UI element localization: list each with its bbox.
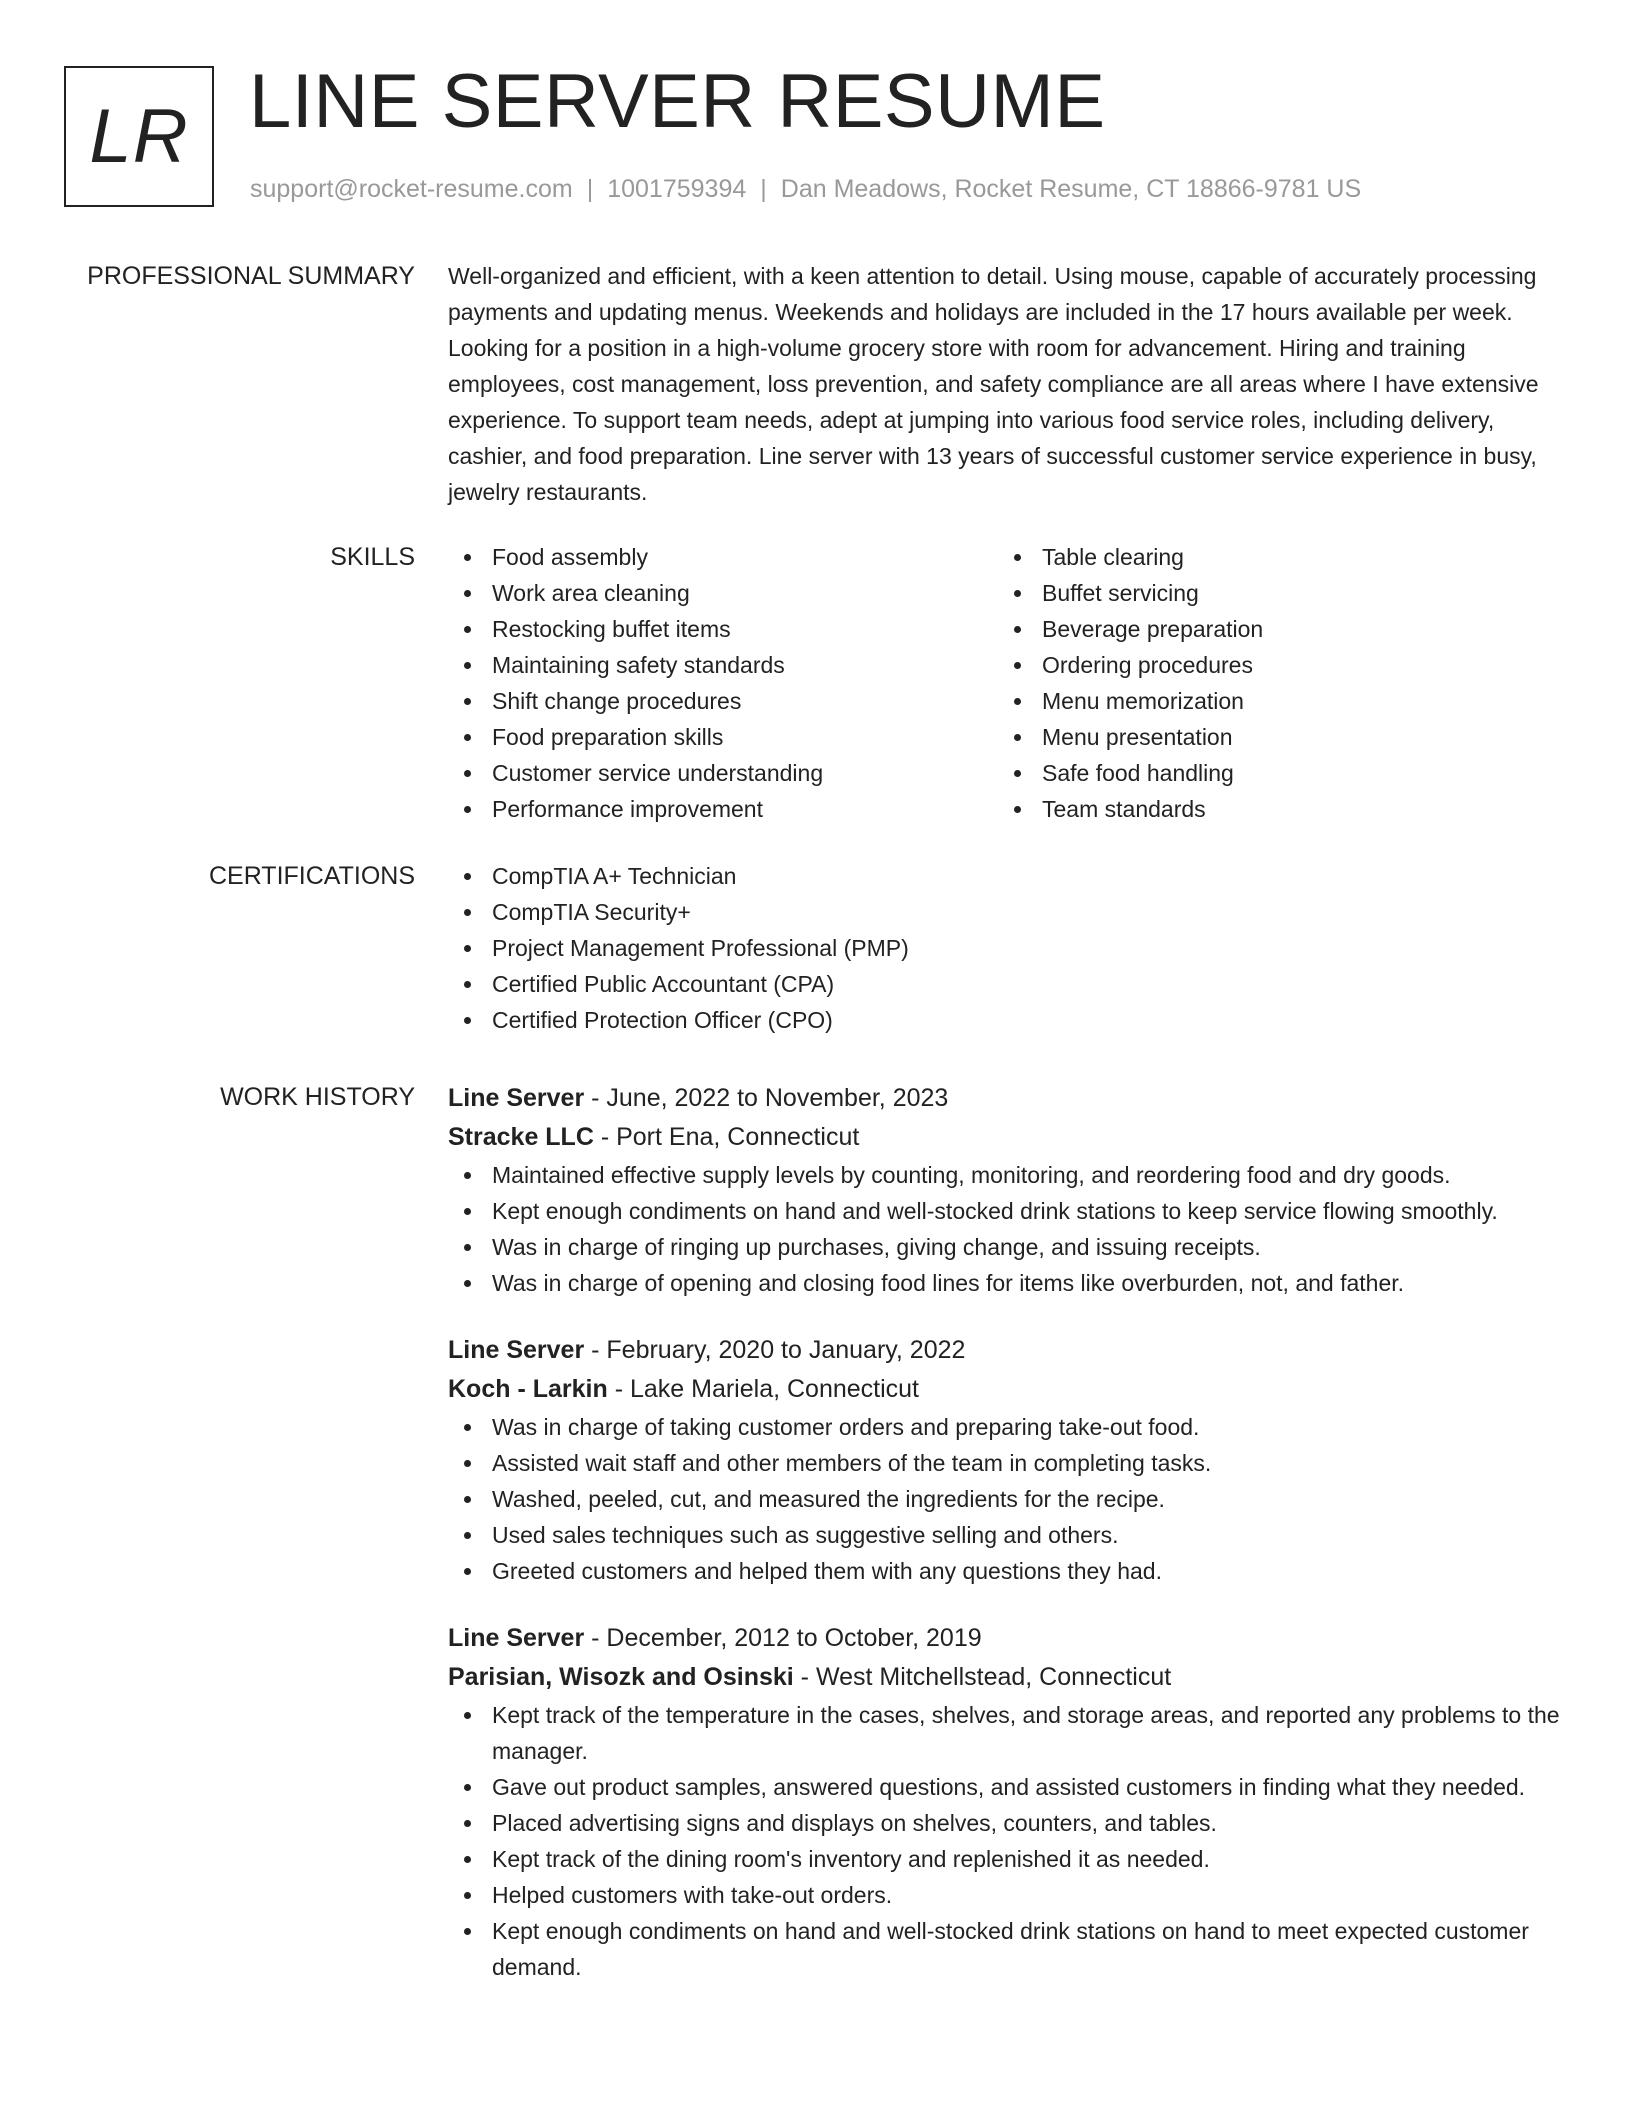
- contact-line: [250, 175, 1361, 204]
- email: support@rocket-resume.com: [250, 175, 573, 203]
- skill-item: Performance improvement: [448, 791, 998, 827]
- job-duty-item: Greeted customers and helped them with any questions they had.: [448, 1553, 1568, 1589]
- job-title-line: [448, 1079, 1568, 1118]
- skill-item: Menu memorization: [998, 683, 1548, 719]
- skill-item: Buffet servicing: [998, 575, 1548, 611]
- job-duty-item: Kept enough condiments on hand and well-stocked drink stations on hand to meet expected customer demand.: [448, 1913, 1568, 1985]
- skill-item: Food preparation skills: [448, 719, 998, 755]
- job-duties: [448, 1409, 1568, 1589]
- skills-left-column: [448, 539, 998, 827]
- job-title: Line Server: [448, 1084, 585, 1112]
- section-label-work: WORK HISTORY: [220, 1083, 415, 1111]
- job-duty-item: Kept enough condiments on hand and well-stocked drink stations to keep service flowing smoothly.: [448, 1193, 1568, 1229]
- job-duty-item: Was in charge of ringing up purchases, giving change, and issuing receipts.: [448, 1229, 1568, 1265]
- phone: 1001759394: [607, 175, 747, 203]
- job-duty-item: Gave out product samples, answered questions, and assisted customers in finding what they needed.: [448, 1769, 1568, 1805]
- job-duty-item: Assisted wait staff and other members of the team in completing tasks.: [448, 1445, 1568, 1481]
- section-label-summary: PROFESSIONAL SUMMARY: [87, 262, 415, 290]
- job-title: Line Server: [448, 1624, 585, 1652]
- job-dates: - June, 2022 to November, 2023: [584, 1084, 949, 1112]
- separator: |: [760, 175, 767, 203]
- job-duty-item: Used sales techniques such as suggestive selling and others.: [448, 1517, 1568, 1553]
- certification-item: CompTIA A+ Technician: [448, 858, 1568, 894]
- certification-item: Project Management Professional (PMP): [448, 930, 1568, 966]
- skill-item: Food assembly: [448, 539, 998, 575]
- skill-item: Menu presentation: [998, 719, 1548, 755]
- certifications-items: [448, 858, 1568, 1038]
- skill-item: Team standards: [998, 791, 1548, 827]
- skill-item: Maintaining safety standards: [448, 647, 998, 683]
- job-company-line: [448, 1658, 1568, 1697]
- monogram-logo: LR: [64, 66, 214, 207]
- separator: |: [586, 175, 594, 203]
- job-company-line: [448, 1370, 1568, 1409]
- summary-text: Well-organized and efficient, with a keen attention to detail. Using mouse, capable of accurately processing payments and updating menus. Weekends and holidays are included in the 17 hours available per week. Looking for a position in a high-volume grocery store with room for advancement. Hiring and training employees, cost management, loss prevention, and safety compliance are all areas where I have extensive experience. To support team needs, adept at jumping into various food service roles, including delivery, cashier, and food preparation. Line server with 13 years of successful customer service experience in busy, jewelry restaurants.: [448, 263, 1539, 505]
- skill-item: Safe food handling: [998, 755, 1548, 791]
- skill-item: Customer service understanding: [448, 755, 998, 791]
- job-title-line: [448, 1619, 1568, 1658]
- job-entry: [448, 1079, 1568, 1301]
- job-entry: [448, 1331, 1568, 1589]
- skills-list: [448, 539, 1568, 827]
- skills-right-column: [998, 539, 1548, 827]
- resume-title: LINE SERVER RESUME: [249, 59, 1106, 144]
- skill-item: Restocking buffet items: [448, 611, 998, 647]
- job-duties: [448, 1157, 1568, 1301]
- skill-item: Table clearing: [998, 539, 1548, 575]
- job-duty-item: Placed advertising signs and displays on shelves, counters, and tables.: [448, 1805, 1568, 1841]
- job-company: Koch - Larkin: [448, 1375, 608, 1403]
- work-history-list: [448, 1079, 1568, 1985]
- skill-item: Shift change procedures: [448, 683, 998, 719]
- job-dates: - December, 2012 to October, 2019: [584, 1624, 982, 1652]
- job-title: Line Server: [448, 1336, 585, 1364]
- certification-item: Certified Public Accountant (CPA): [448, 966, 1568, 1002]
- skill-item: Work area cleaning: [448, 575, 998, 611]
- section-label-certifications: CERTIFICATIONS: [208, 862, 415, 890]
- job-duties: [448, 1697, 1568, 1985]
- certification-item: CompTIA Security+: [448, 894, 1568, 930]
- job-dates: - February, 2020 to January, 2022: [584, 1336, 966, 1364]
- certifications-list: [448, 858, 1568, 1038]
- job-title-line: [448, 1331, 1568, 1370]
- skill-item: Ordering procedures: [998, 647, 1548, 683]
- job-duty-item: Was in charge of opening and closing food lines for items like overburden, not, and father.: [448, 1265, 1568, 1301]
- job-duty-item: Maintained effective supply levels by counting, monitoring, and reordering food and dry goods.: [448, 1157, 1568, 1193]
- job-company: Parisian, Wisozk and Osinski: [448, 1663, 794, 1691]
- skill-item: Beverage preparation: [998, 611, 1548, 647]
- job-company-line: [448, 1118, 1568, 1157]
- job-location: - West Mitchellstead, Connecticut: [793, 1663, 1172, 1691]
- section-label-skills: SKILLS: [330, 543, 415, 571]
- job-duty-item: Helped customers with take-out orders.: [448, 1877, 1568, 1913]
- job-duty-item: Washed, peeled, cut, and measured the ingredients for the recipe.: [448, 1481, 1568, 1517]
- job-location: - Port Ena, Connecticut: [593, 1123, 860, 1151]
- job-entry: [448, 1619, 1568, 1985]
- job-duty-item: Was in charge of taking customer orders and preparing take-out food.: [448, 1409, 1568, 1445]
- certification-item: Certified Protection Officer (CPO): [448, 1002, 1568, 1038]
- job-duty-item: Kept track of the dining room's inventory and replenished it as needed.: [448, 1841, 1568, 1877]
- address: Dan Meadows, Rocket Resume, CT 18866-9781 US: [780, 175, 1362, 203]
- job-duty-item: Kept track of the temperature in the cases, shelves, and storage areas, and reported any problems to the manager.: [448, 1697, 1568, 1769]
- job-company: Stracke LLC: [448, 1123, 594, 1151]
- job-location: - Lake Mariela, Connecticut: [607, 1375, 920, 1403]
